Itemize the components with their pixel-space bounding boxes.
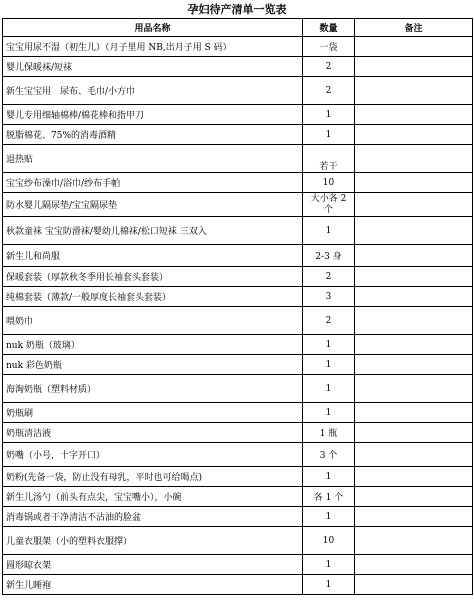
item-name: nuk 彩色奶瓶 (3, 355, 303, 375)
table-row (3, 527, 473, 555)
item-note (355, 57, 473, 77)
item-qty: 1 (303, 217, 355, 245)
item-name: 新生宝宝用 尿布、毛巾/小方巾 (3, 77, 303, 105)
checklist-table (2, 18, 473, 595)
item-qty: 2 (303, 57, 355, 77)
item-qty: 各 1 个 (303, 487, 355, 507)
item-note (355, 125, 473, 145)
item-qty: 10 (303, 527, 355, 555)
item-qty: 2 (303, 267, 355, 287)
item-note (355, 507, 473, 527)
table-row (3, 37, 473, 57)
table-row (3, 57, 473, 77)
item-qty: 1 (303, 125, 355, 145)
table-row (3, 105, 473, 125)
item-note (355, 575, 473, 595)
item-name: 防水婴儿隔尿垫/宝宝隔尿垫 (3, 193, 303, 217)
item-name: 海淘奶瓶（塑料材质） (3, 375, 303, 403)
table-row (3, 507, 473, 527)
column-header-name: 用品名称 (3, 19, 303, 37)
table-row (3, 467, 473, 487)
item-name: 婴儿保暖袜/短袜 (3, 57, 303, 77)
item-name: 秋款童袜 宝宝防滑袜/婴幼儿棉袜/松口短袜 三双入 (3, 217, 303, 245)
column-header-qty: 数量 (303, 19, 355, 37)
document (2, 2, 472, 595)
table-row (3, 245, 473, 267)
item-note (355, 335, 473, 355)
item-qty: 1 (303, 355, 355, 375)
table-row (3, 267, 473, 287)
item-qty: 1 (303, 507, 355, 527)
item-name: 新生儿和尚服 (3, 245, 303, 267)
item-note (355, 173, 473, 193)
table-row (3, 355, 473, 375)
item-note (355, 403, 473, 423)
item-note (355, 217, 473, 245)
table-row (3, 575, 473, 595)
item-qty: 1 (303, 575, 355, 595)
item-note (355, 105, 473, 125)
item-qty: 1 (303, 105, 355, 125)
item-note (355, 555, 473, 575)
item-name: 喂奶巾 (3, 307, 303, 335)
item-qty: 1 瓶 (303, 423, 355, 443)
item-qty: 大小各 2 个 (303, 193, 355, 217)
item-qty: 10 (303, 173, 355, 193)
table-row (3, 375, 473, 403)
item-qty: 若干 (303, 145, 355, 173)
table-row (3, 125, 473, 145)
page-title: 孕妇待产清单一览表 (187, 3, 287, 16)
item-qty: 3 个 (303, 443, 355, 467)
table-row (3, 193, 473, 217)
item-name: 奶瓶刷 (3, 403, 303, 423)
item-qty: 1 (303, 555, 355, 575)
item-note (355, 193, 473, 217)
item-qty: 1 (303, 375, 355, 403)
item-name: 圆形晾衣架 (3, 555, 303, 575)
item-note (355, 77, 473, 105)
item-note (355, 287, 473, 307)
item-name: 婴儿专用细轴棉棒/棉花棒和指甲刀 (3, 105, 303, 125)
item-qty: 2 (303, 307, 355, 335)
item-note (355, 423, 473, 443)
table-row (3, 487, 473, 507)
table-row (3, 403, 473, 423)
table-row (3, 287, 473, 307)
item-name: 宝宝用尿不湿（初生儿）（月子里用 NB,出月子用 S 码） (3, 37, 303, 57)
item-qty: 一袋 (303, 37, 355, 57)
table-row (3, 335, 473, 355)
item-name: 保暖套装（厚款秋冬季用长袖套头套装） (3, 267, 303, 287)
item-note (355, 145, 473, 173)
item-name: 新生儿睡袍 (3, 575, 303, 595)
item-qty: 1 (303, 335, 355, 355)
table-header-row (3, 19, 473, 37)
item-note (355, 37, 473, 57)
item-name: 儿童衣服架（小的塑料衣服撑） (3, 527, 303, 555)
table-row (3, 555, 473, 575)
item-qty: 2 (303, 77, 355, 105)
table-row (3, 145, 473, 173)
table-row (3, 307, 473, 335)
item-name: nuk 奶瓶（玻璃） (3, 335, 303, 355)
item-name: 奶瓶清洁液 (3, 423, 303, 443)
item-note (355, 527, 473, 555)
item-note (355, 467, 473, 487)
table-row (3, 423, 473, 443)
item-name: 新生儿汤勺（前头有点尖，宝宝嘴小），小碗 (3, 487, 303, 507)
item-name: 纯棉套装（薄款/一般厚度长袖套头套装） (3, 287, 303, 307)
item-qty: 3 (303, 287, 355, 307)
item-note (355, 375, 473, 403)
item-name: 奶粉(先备一袋，防止没有母乳，平时也可给喝点) (3, 467, 303, 487)
item-note (355, 443, 473, 467)
table-row (3, 173, 473, 193)
table-row (3, 77, 473, 105)
item-note (355, 245, 473, 267)
item-qty: 1 (303, 467, 355, 487)
item-qty: 1 (303, 403, 355, 423)
item-qty: 2-3 身 (303, 245, 355, 267)
item-note (355, 267, 473, 287)
item-name: 奶嘴（小号，十字开口） (3, 443, 303, 467)
item-name: 脱脂棉花、75%的消毒酒精 (3, 125, 303, 145)
item-name: 宝宝纱布澡巾/浴巾/纱布手帕 (3, 173, 303, 193)
item-note (355, 307, 473, 335)
item-name: 退热贴 (3, 145, 303, 173)
column-header-note: 备注 (355, 19, 473, 37)
item-note (355, 355, 473, 375)
item-name: 消毒锅或者干净清洁不沾油的脸盆 (3, 507, 303, 527)
table-row (3, 443, 473, 467)
table-row (3, 217, 473, 245)
item-note (355, 487, 473, 507)
